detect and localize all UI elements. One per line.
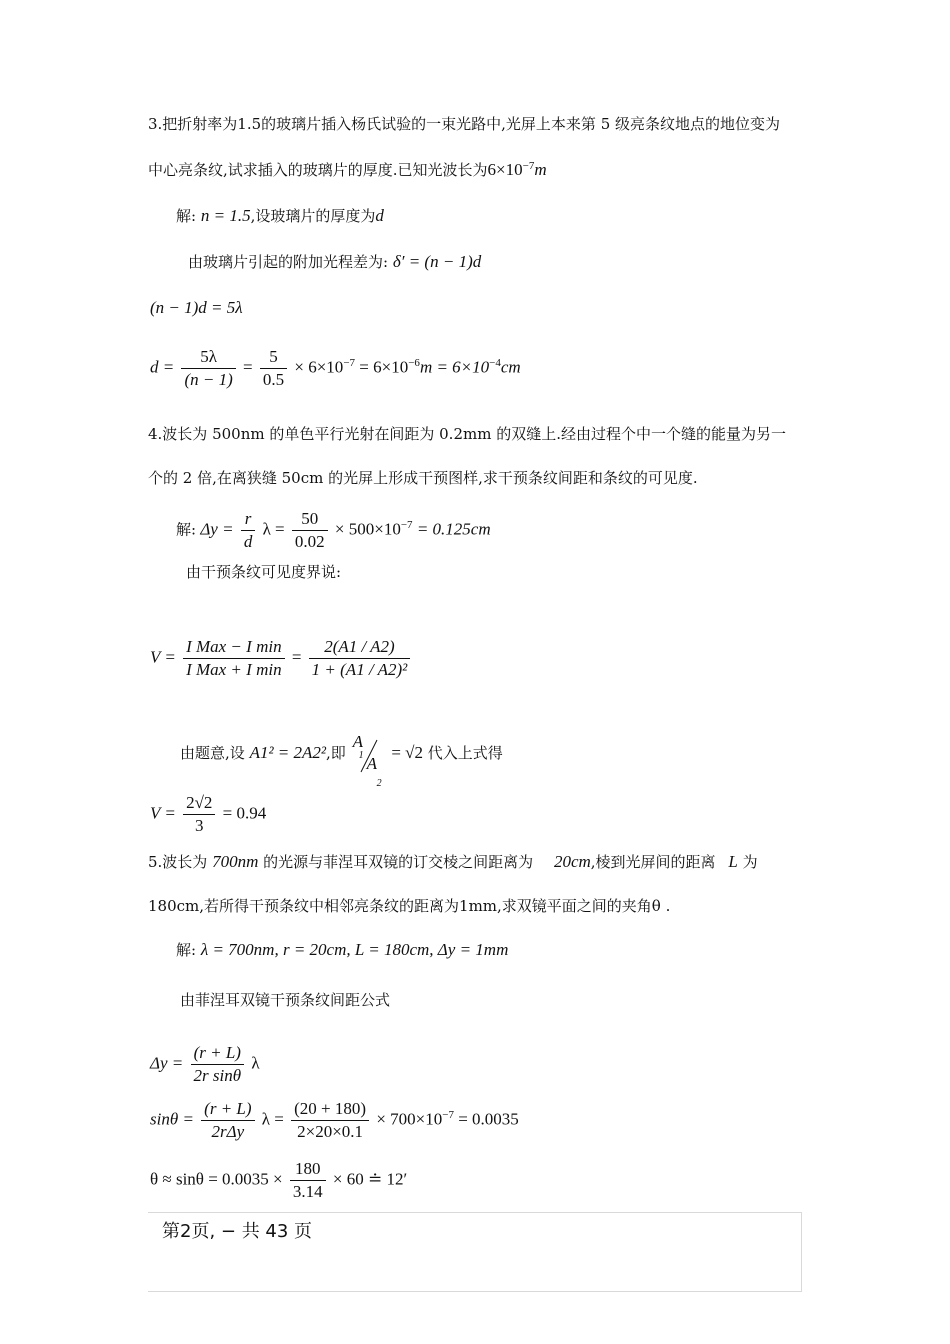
problem3-eq2-frac2 (260, 346, 287, 391)
problem5-formula1 (150, 1042, 260, 1087)
frac-denominator: 2rΔy (211, 1122, 245, 1141)
frac-denominator: (n − 1) (184, 370, 233, 389)
ratio-a1: A (352, 732, 363, 751)
problem3-eq2-d: cm (500, 357, 521, 377)
problem4-v-lhs: V = (150, 647, 176, 667)
problem4-ratio-symbol (351, 732, 387, 789)
frac-numerator: (20 + 180) (291, 1098, 369, 1121)
problem5-f1-tail: λ (251, 1053, 260, 1073)
problem4-visibility-formula (150, 636, 413, 681)
problem4-given-text3: 代入上式得 (427, 744, 503, 762)
problem4-statement-line1: 4.波长为 500nm 的单色平行光射在间距为 0.2mm 的双缝上.经由过程个中一个缝的能量为另一 (148, 425, 786, 443)
frac-denominator: 2×20×0.1 (297, 1122, 364, 1141)
problem5-f1-lhs: Δy = (150, 1053, 184, 1073)
problem5-f2-result: = 0.0035 (453, 1109, 519, 1129)
problem5-f2-mid: λ = (261, 1109, 284, 1129)
problem3-eq2-lhs: d = (150, 357, 175, 377)
problem5-formula3 (150, 1158, 407, 1203)
frac-numerator: 5λ (181, 346, 235, 369)
frac-numerator: 180 (290, 1158, 326, 1181)
frac-denominator: 0.02 (294, 532, 325, 551)
problem4-given-text1: 由题意,设 (180, 744, 245, 762)
frac-numerator: 50 (292, 508, 328, 531)
frac-numerator: 2√2 (183, 792, 215, 815)
problem5-solution-line (176, 940, 508, 960)
problem3-path-line (188, 252, 481, 272)
problem3-eq2-b: = 6×10 (355, 357, 409, 377)
equals-sign: = (291, 647, 302, 667)
problem4-sol-frac1 (241, 508, 256, 553)
problem3-equation2 (150, 346, 521, 391)
frac-denominator: d (243, 532, 253, 551)
frac-denominator: I Max + I min (186, 660, 282, 679)
problem4-sol-label: 解: (176, 520, 197, 539)
problem4-sol-rest-exp: −7 (400, 518, 413, 531)
problem5-f2-lhs: sinθ = (150, 1109, 194, 1129)
problem4-given-math: A1² = 2A2² (249, 743, 326, 762)
problem5-line1-e: ,棱到光屏间的距离 (590, 853, 716, 871)
problem3-eq2-c-exp: −4 (489, 356, 501, 369)
problem5-line1-d: 20cm (553, 852, 591, 871)
problem4-sol-rest: × 500×10 (334, 519, 401, 539)
problem3-statement-line1: 3.把折射率为1.5的玻璃片插入杨氏试验的一束光路中,光屏上本来第 5 级亮条纹地点的地位变为 (148, 115, 781, 133)
frac-numerator: r (241, 508, 256, 531)
problem5-line1-b: 700nm (212, 852, 259, 871)
frac-denominator: 3 (194, 816, 204, 835)
problem5-f2-tail: × 700×10 (376, 1109, 443, 1129)
problem3-eq2-b-exp: −6 (408, 356, 420, 369)
problem5-sol-label: 解: (176, 941, 197, 959)
problem3-sol-math: n = 1.5 (200, 206, 251, 225)
frac-denominator: 3.14 (292, 1182, 323, 1201)
problem5-line1-c: 的光源与菲涅耳双镜的订交棱之间距离为 (263, 853, 534, 871)
problem4-given-line (180, 732, 503, 789)
frac-denominator: 2r sinθ (193, 1066, 242, 1085)
frac-numerator: I Max − I min (183, 636, 285, 659)
problem3-sol-var: d (375, 206, 384, 225)
problem4-sol-frac2 (292, 508, 328, 553)
problem3-equation1: (n − 1)d = 5λ (150, 298, 243, 317)
problem3-path-math: δ′ = (n − 1)d (392, 252, 482, 271)
problem4-given-text2: ,即 (326, 744, 346, 762)
problem4-sol-lambda: λ = (262, 519, 285, 539)
problem4-visibility-text: 由干预条纹可见度界说: (186, 563, 342, 581)
problem5-line1-a: 5.波长为 (148, 853, 208, 871)
frac-numerator: (r + L) (201, 1098, 254, 1121)
problem5-f3-tail: × 60 ≐ 12′ (332, 1169, 408, 1189)
problem5-f2-frac2 (291, 1098, 369, 1143)
problem4-v-result: = 0.94 (222, 803, 267, 823)
problem5-f1-frac (191, 1042, 245, 1087)
problem3-sol-text: ,设玻璃片的厚度为 (250, 207, 376, 225)
ratio-a2: A (366, 754, 377, 773)
problem5-formula-text: 由菲涅耳双镜干预条纹间距公式 (180, 991, 391, 1009)
problem3-wavelength-unit: m (534, 160, 547, 179)
frac-denominator: 1 + (A1 / A2)² (311, 660, 408, 679)
problem5-f2-frac1 (201, 1098, 254, 1143)
problem4-v-frac2 (309, 636, 411, 681)
problem4-solution (176, 508, 491, 553)
problem3-eq2-frac1 (181, 346, 235, 391)
problem4-v-frac1 (183, 636, 285, 681)
ratio-sub2: 2 (376, 778, 382, 789)
problem3-line2-text: 中心亮条纹,试求插入的玻璃片的厚度.已知光波长为 (148, 161, 488, 179)
problem4-visibility-result (150, 792, 266, 837)
problem3-solution-line (176, 206, 384, 226)
problem3-eq2-c: m = 6×10 (419, 357, 490, 377)
problem4-sol-lhs: Δy = (200, 519, 234, 539)
problem3-sol-label: 解: (176, 207, 197, 225)
problem4-v-result-frac (183, 792, 215, 837)
problem3-statement-line2 (148, 160, 547, 180)
ratio-sub1: 1 (358, 750, 364, 761)
problem5-formula2 (150, 1098, 519, 1143)
frac-numerator: (r + L) (191, 1042, 245, 1065)
problem5-line1-g: 为 (742, 853, 758, 871)
frac-numerator: 2(A1 / A2) (309, 636, 411, 659)
problem5-statement-line1 (148, 852, 758, 872)
problem4-statement-line2: 个的 2 倍,在离狭缝 50cm 的光屏上形成干预图样,求干预条纹间距和条纹的可见度. (148, 469, 698, 487)
problem5-f3-lhs: θ ≈ sinθ = 0.0035 × (150, 1169, 283, 1189)
frac-numerator: 5 (260, 346, 287, 369)
problem3-wavelength: 6×10 (487, 160, 523, 179)
problem3-eq2-a-exp: −7 (343, 356, 356, 369)
equals-sign: = (243, 357, 253, 377)
problem5-sol-given: λ = 700nm, r = 20cm, L = 180cm, Δy = 1mm (200, 940, 509, 959)
problem3-wavelength-exp: −7 (522, 160, 535, 172)
frac-denominator: 0.5 (262, 370, 285, 389)
problem5-line1-f: L (728, 852, 738, 871)
problem5-f3-frac (290, 1158, 326, 1203)
problem4-v-result-lhs: V = (150, 803, 176, 823)
problem3-eq2-a: × 6×10 (294, 357, 344, 377)
page-number: 第2页, − 共 43 页 (162, 1221, 313, 1242)
problem5-f2-tail-exp: −7 (442, 1108, 454, 1121)
problem4-sol-result: = 0.125cm (412, 519, 491, 539)
problem4-given-eq: = √2 (391, 743, 424, 762)
problem5-statement-line2: 180cm,若所得干预条纹中相邻亮条纹的距离为1mm,求双镜平面之间的夹角θ . (148, 897, 671, 915)
problem3-path-text: 由玻璃片引起的附加光程差为: (188, 253, 389, 271)
